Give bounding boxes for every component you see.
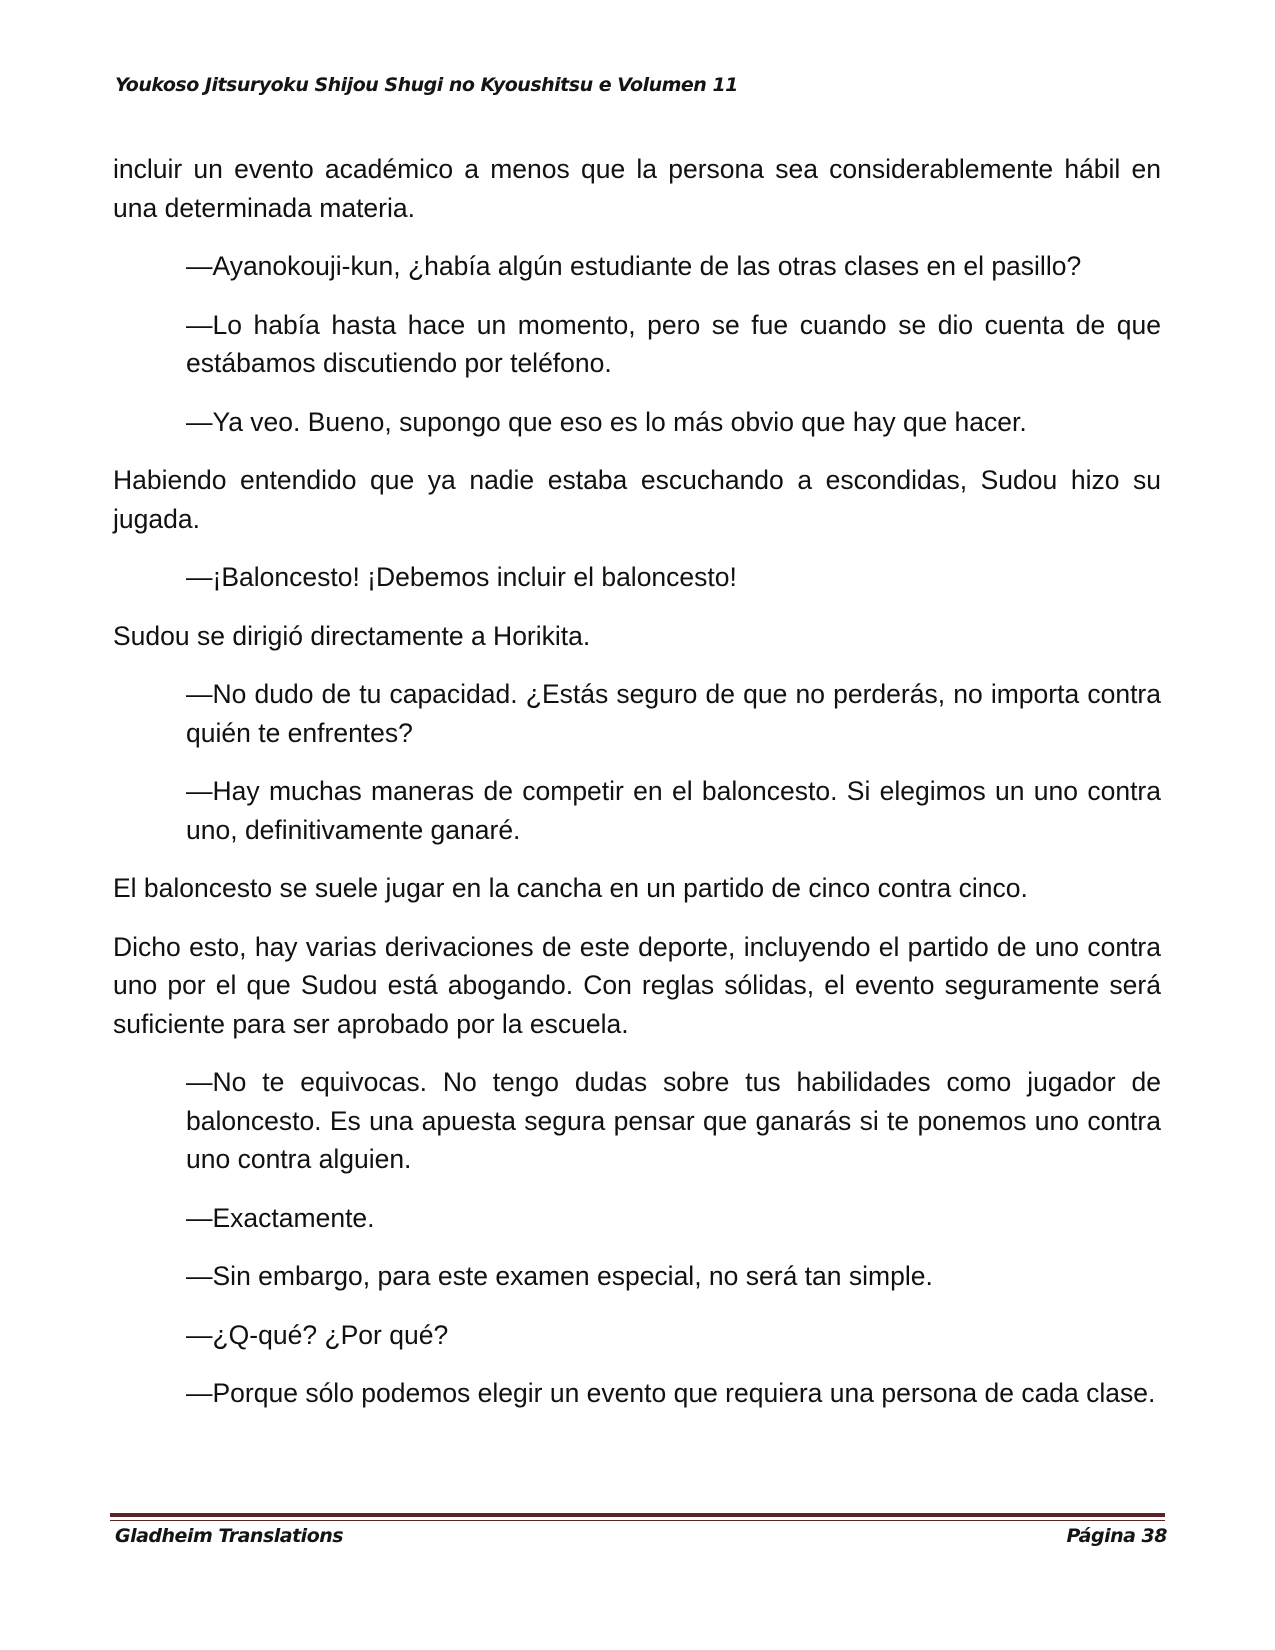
paragraph: Dicho esto, hay varias derivaciones de este deporte, incluyendo el partido de uno contra uno por el que Sudou está abogando. Con reglas sólidas, el evento seguramente será suficiente para ser aprobado por la escuela.: [113, 931, 1161, 1039]
dialogue-paragraph: —¡Baloncesto! ¡Debemos incluir el baloncesto!: [186, 562, 737, 592]
page-body: [113, 150, 1161, 1433]
dialogue-paragraph: —Lo había hasta hace un momento, pero se fue cuando se dio cuenta de que estábamos discutiendo por teléfono.: [186, 309, 1161, 378]
dialogue-paragraph: —No dudo de tu capacidad. ¿Estás seguro de que no perderás, no importa contra quién te enfrentes?: [186, 679, 1161, 748]
running-header: Youkoso Jitsuryoku Shijou Shugi no Kyoushitsu e Volumen 11: [115, 74, 738, 96]
dialogue-paragraph: —Ya veo. Bueno, supongo que eso es lo más obvio que hay que hacer.: [186, 406, 1027, 437]
footer-rule-thin: [110, 1520, 1165, 1521]
paragraph: incluir un evento académico a menos que la persona sea considerablemente hábil en una determinada materia.: [113, 154, 1161, 223]
footer-page-number: Página 38: [1066, 1525, 1167, 1547]
dialogue-paragraph: —Porque sólo podemos elegir un evento que requiera una persona de cada clase.: [186, 1378, 1156, 1408]
paragraph: El baloncesto se suele jugar en la cancha en un partido de cinco contra cinco.: [113, 873, 1028, 903]
dialogue-paragraph: —¿Q-qué? ¿Por qué?: [186, 1319, 449, 1350]
dialogue-paragraph: —No te equivocas. No tengo dudas sobre tus habilidades como jugador de baloncesto. Es una apuesta segura pensar que ganarás si te ponemos uno contra uno contra alguien.: [186, 1067, 1161, 1174]
footer-translator: Gladheim Translations: [115, 1525, 344, 1547]
footer-rule: [110, 1513, 1165, 1517]
dialogue-paragraph: —Ayanokouji-kun, ¿había algún estudiante de las otras clases en el pasillo?: [186, 251, 1082, 281]
paragraph: Sudou se dirigió directamente a Horikita.: [113, 620, 591, 651]
dialogue-paragraph: —Sin embargo, para este examen especial, no será tan simple.: [186, 1261, 933, 1291]
dialogue-paragraph: —Hay muchas maneras de competir en el baloncesto. Si elegimos un uno contra uno, definitivamente ganaré.: [186, 776, 1161, 845]
paragraph: Habiendo entendido que ya nadie estaba escuchando a escondidas, Sudou hizo su jugada.: [113, 465, 1161, 534]
dialogue-paragraph: —Exactamente.: [186, 1202, 375, 1233]
